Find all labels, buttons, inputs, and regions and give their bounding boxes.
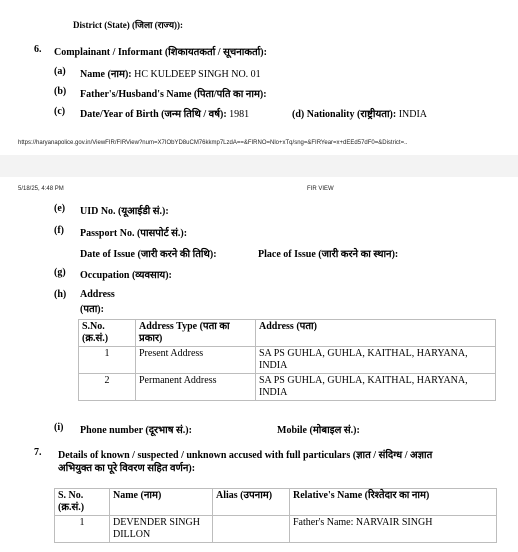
item-e-key: (e) [54,203,66,214]
item-a-key: (a) [54,66,66,77]
row-address: SA PS GUHLA, GUHLA, KAITHAL, HARYANA, INDIA [256,347,496,374]
col-alias: Alias (उपनाम) [213,489,290,516]
col-sno: S.No. (क्र.सं.) [79,320,136,347]
occupation-label: Occupation (व्यवसाय): [80,270,172,281]
row-sno: 1 [79,347,136,374]
uid-label: UID No. (यूआईडी सं.): [80,206,169,217]
col-address: Address (पता) [256,320,496,347]
dob-value: 1981 [229,109,250,120]
section-7-title: Details of known / suspected / unknown accused with full particulars (ज्ञात / संदिग्ध / अज्ञात [58,450,433,461]
dob-label: Date/Year of Birth (जन्म तिथि / वर्ष): [80,109,227,120]
name-value: HC KULDEEP SINGH NO. 01 [134,69,261,80]
row-sno: 1 [55,516,110,543]
section-6-number: 6. [34,44,42,55]
col-name: Name (नाम) [110,489,213,516]
dob-row [80,106,249,120]
row-address-type: Permanent Address [136,374,256,401]
table-row [55,516,497,543]
date-of-issue-label: Date of Issue (जारी करने की तिथि): [80,249,217,260]
row-sno: 2 [79,374,136,401]
print-footer-url: https://haryanapolice.gov.in/ViewFIR/FIRView?num=X7IObYD8uCM76kkmp7LzdA==&FIRNO=Nlo+xTq/sng=&FIRYear=x+dEEd57dF0=&District=.. [18,140,408,146]
row-alias [213,516,290,543]
address-table [78,319,496,401]
table-row [79,374,496,401]
phone-label: Phone number (दूरभाष सं.): [80,425,192,436]
item-b-key: (b) [54,86,67,97]
section-7-title-cont: अभियुक्त का पूरे विवरण सहित वर्णन): [58,463,196,474]
address-label: Address [80,289,115,300]
father-name-label: Father's/Husband's Name (पिता/पति का नाम): [80,89,267,100]
address-label-hindi: (पता): [80,304,104,315]
item-h-key: (h) [54,289,67,300]
print-header-title: FIR VIEW [307,186,334,192]
print-header-date: 5/18/25, 4:48 PM [18,186,64,192]
section-6-title: Complainant / Informant (शिकायतकर्ता / सूचनाकर्ता): [54,47,267,58]
table-header-row [79,320,496,347]
nationality-row [292,106,427,120]
row-name: DEVENDER SINGH DILLON [110,516,213,543]
item-c-key: (c) [54,106,66,117]
section-7-number: 7. [34,447,42,458]
row-address-type: Present Address [136,347,256,374]
mobile-label: Mobile (मोबाइल सं.): [277,425,360,436]
district-label: District (State) (जिला (राज्य)): [73,20,184,30]
row-address: SA PS GUHLA, GUHLA, KAITHAL, HARYANA, INDIA [256,374,496,401]
table-header-row [55,489,497,516]
row-relative: Father's Name: NARVAIR SINGH [290,516,497,543]
passport-label: Passport No. (पासपोर्ट सं.): [80,228,188,239]
item-i-key: (i) [54,422,64,433]
complainant-name-row [80,66,261,80]
col-address-type: Address Type (पता का प्रकार) [136,320,256,347]
col-relative: Relative's Name (रिश्तेदार का नाम) [290,489,497,516]
nationality-label: (d) Nationality (राष्ट्रीयता): [292,109,397,120]
place-of-issue-label: Place of Issue (जारी करने का स्थान): [258,249,399,260]
nationality-value: INDIA [398,109,428,120]
accused-table [54,488,497,543]
col-sno: S. No. (क्र.सं.) [55,489,110,516]
name-label: Name (नाम): [80,69,132,80]
item-g-key: (g) [54,267,66,278]
table-row [79,347,496,374]
item-f-key: (f) [54,225,64,236]
page-break [0,155,518,177]
